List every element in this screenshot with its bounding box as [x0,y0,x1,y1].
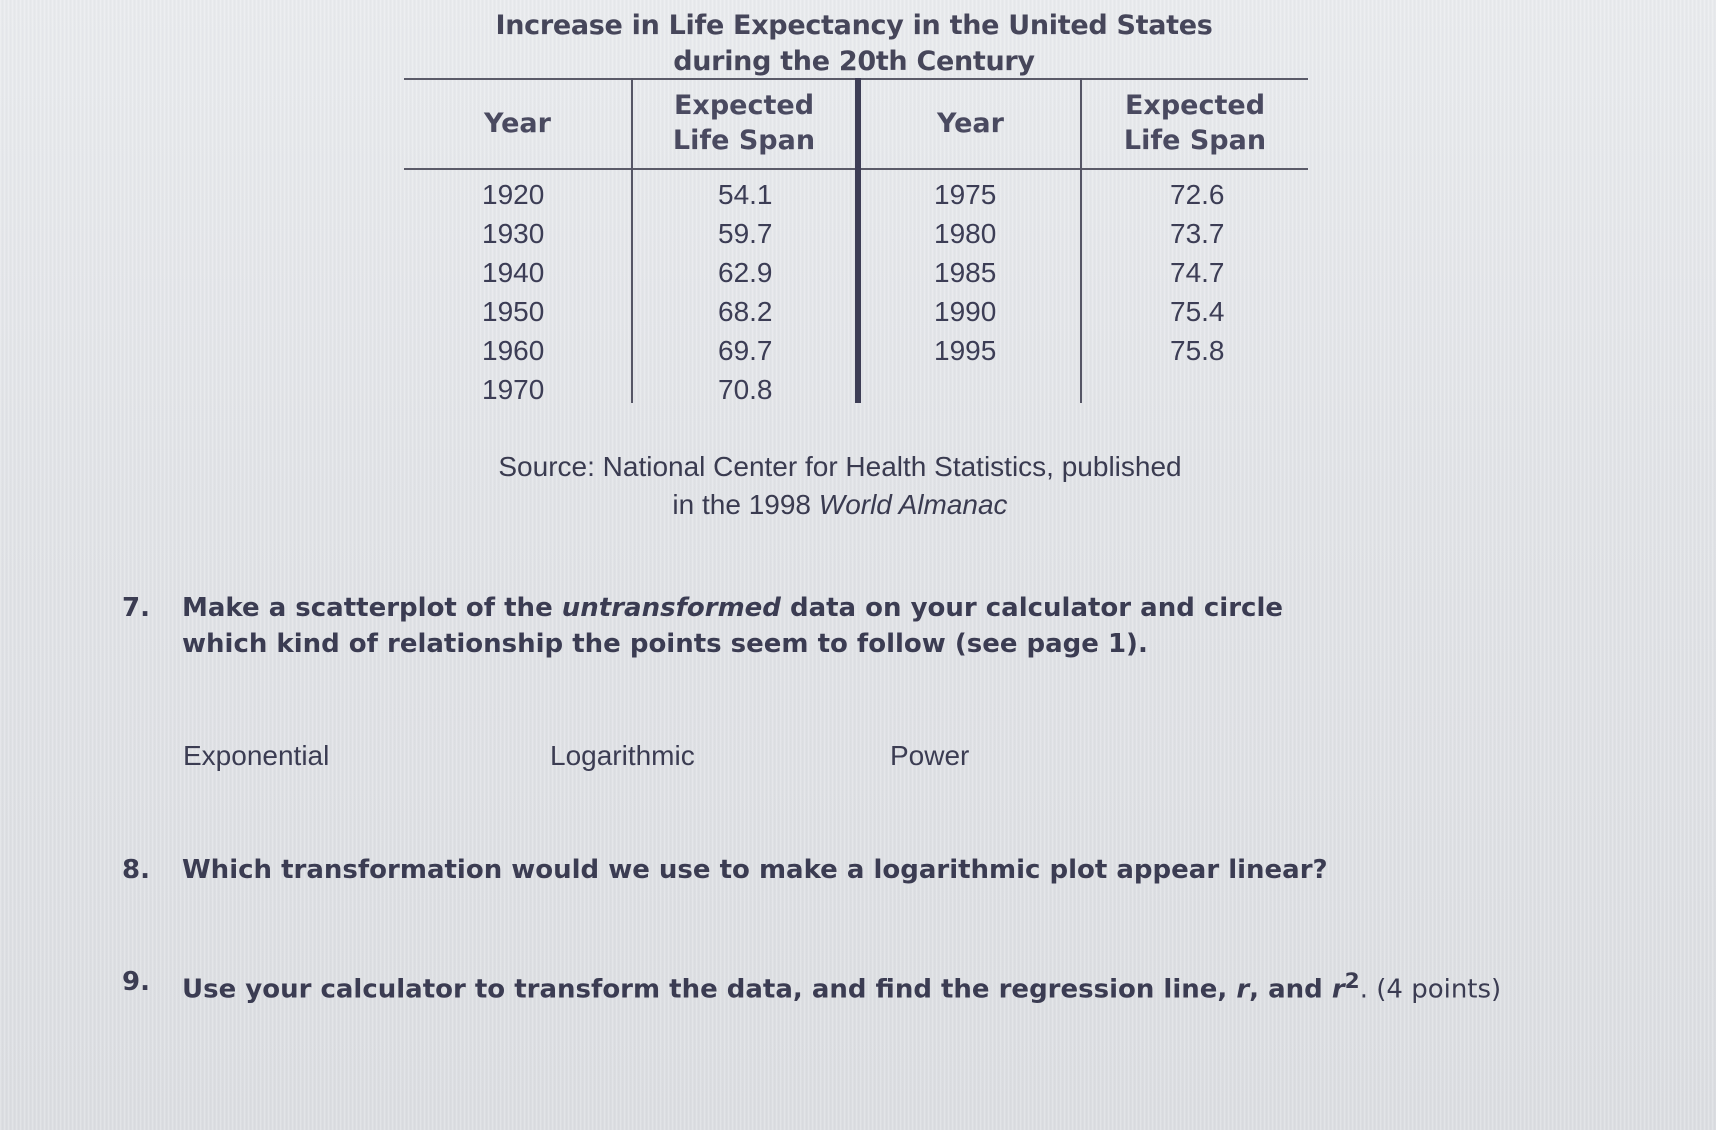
source-note [440,448,1240,524]
question-9 [122,964,1622,1008]
table-cell: 1940 [482,257,545,288]
source-line2: in the 1998 World Almanac [672,489,1008,520]
table-cell: 74.7 [1170,257,1225,288]
option-exponential[interactable]: Exponential [183,740,330,771]
table-cell: 69.7 [718,335,773,366]
question-text: Use your calculator to transform the data, and find the regression line, r, and $r^2$. (4 points) [182,969,1502,1005]
header-life-span-left: Expected Life Span [672,90,816,156]
table-cell: 70.8 [718,374,773,405]
column-span-right [1170,175,1225,370]
option-power[interactable]: Power [890,740,970,771]
table-title [404,8,1304,80]
almanac-title: World Almanac [818,489,1008,520]
table-cell: 1970 [482,374,545,405]
question-text: Which transformation would we use to make a logarithmic plot appear linear? [182,855,1328,885]
column-span-left [718,175,773,409]
table-cell: 62.9 [718,257,773,288]
table-cell: 1985 [934,257,997,288]
table-cell: 54.1 [718,179,773,210]
header-year-left: Year [484,107,551,139]
question-number: 8. [122,855,150,885]
question-number: 9. [122,967,150,997]
question-7 [122,590,1622,662]
table-cell: 59.7 [718,218,773,249]
table-cell: 1995 [934,335,997,366]
table-cell: 1980 [934,218,997,249]
life-expectancy-table [404,78,1308,406]
column-year-left [482,175,544,409]
header-life-span-right: Expected Life Span [1123,90,1267,156]
source-line1: Source: National Center for Health Statistics, published [498,451,1182,482]
table-title-line2: during the 20th Century [673,46,1035,77]
question-8 [122,852,1622,888]
option-logarithmic[interactable]: Logarithmic [550,740,695,771]
table-cell: 1950 [482,296,545,327]
table-cell: 1960 [482,335,545,366]
question-number: 7. [122,593,150,623]
column-year-right [934,175,996,370]
table-cell: 73.7 [1170,218,1225,249]
table-cell: 72.6 [1170,179,1225,210]
question-text: Make a scatterplot of the untransformed data on your calculator and circle which kind of relationship the points seem to follow (see page 1). [182,593,1283,659]
table-cell: 75.4 [1170,296,1225,327]
table-cell: 1930 [482,218,545,249]
table-cell: 68.2 [718,296,773,327]
table-cell: 75.8 [1170,335,1225,366]
table-cell: 1975 [934,179,997,210]
table-cell: 1990 [934,296,997,327]
table-cell: 1920 [482,179,545,210]
table-title-line1: Increase in Life Expectancy in the United States [495,10,1213,41]
header-year-right: Year [937,107,1004,139]
